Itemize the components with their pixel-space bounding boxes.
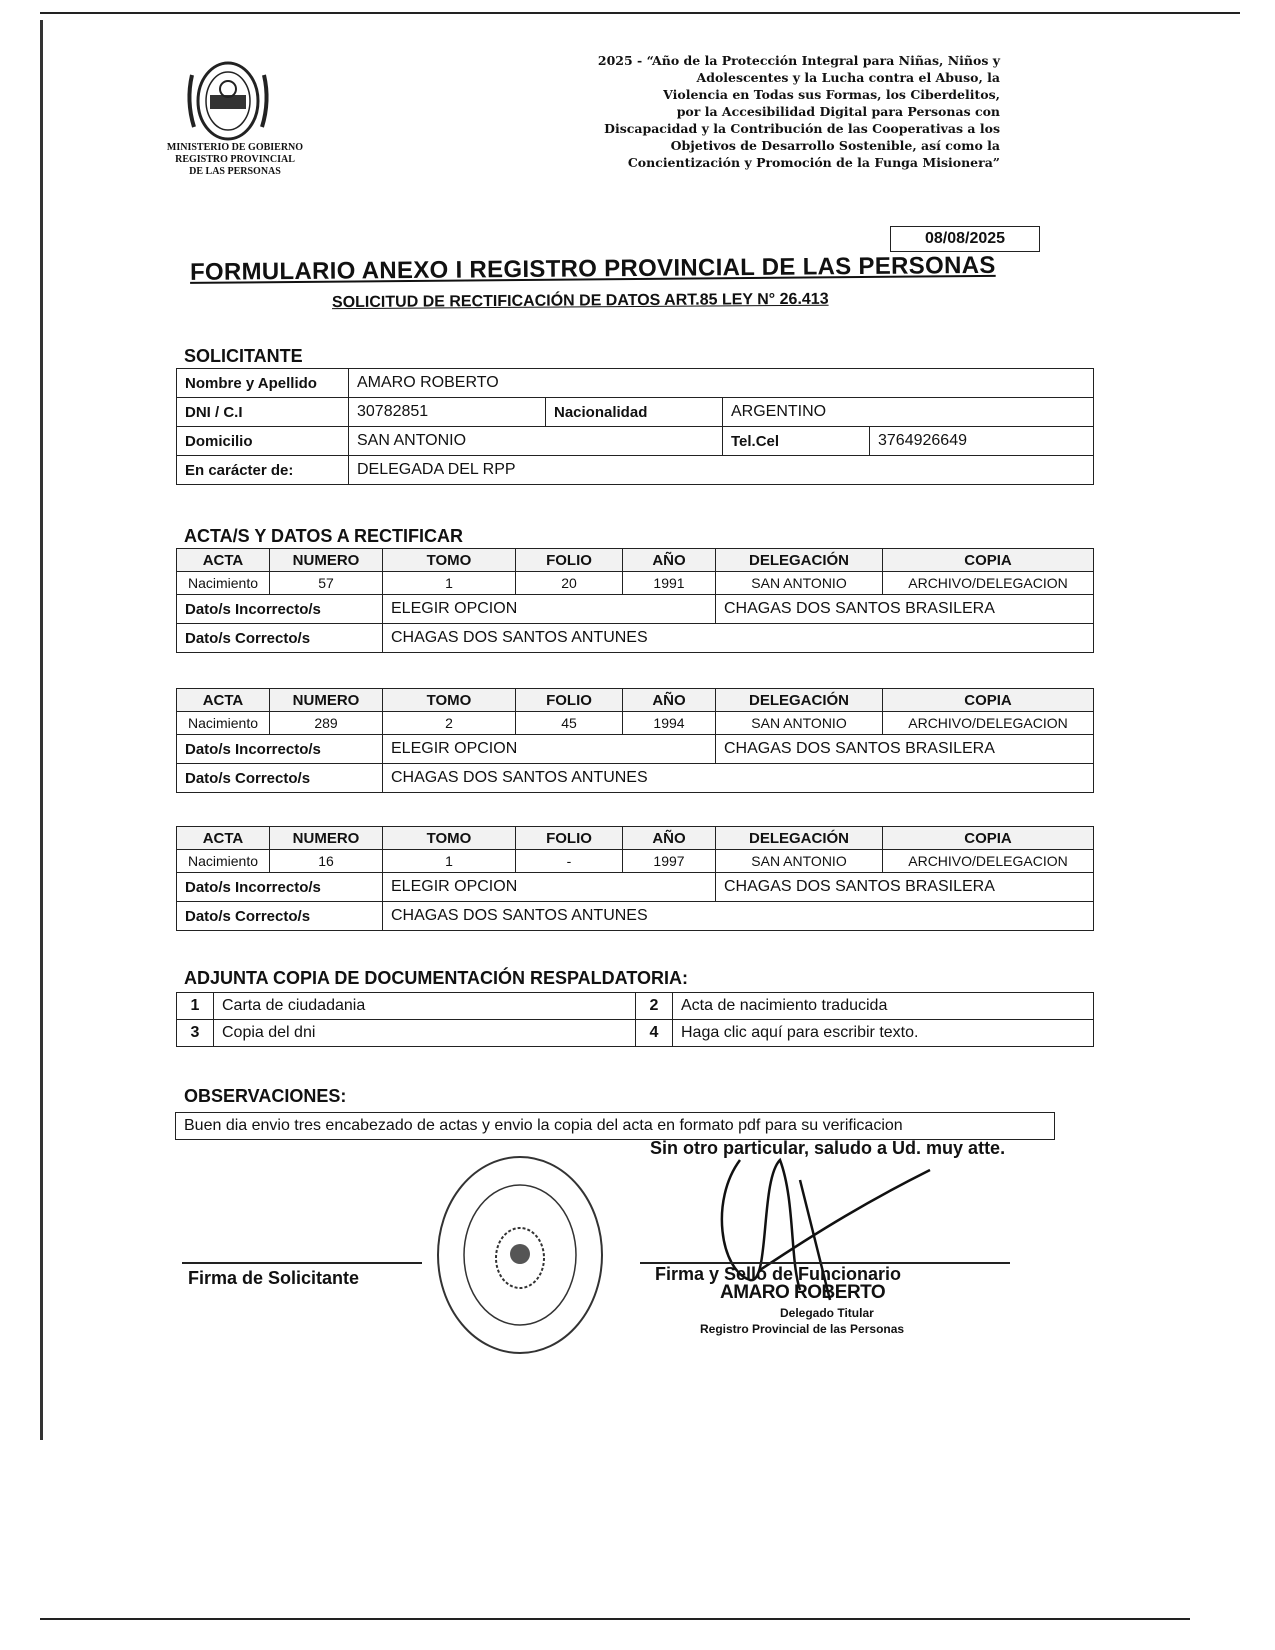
- provincial-emblem-icon: [182, 55, 274, 145]
- option-select[interactable]: ELEGIR OPCION: [383, 873, 716, 902]
- incorrect-label: Dato/s Incorrecto/s: [177, 735, 383, 764]
- nationality-field[interactable]: ARGENTINO: [723, 398, 1094, 427]
- correct-label: Dato/s Correcto/s: [177, 764, 383, 793]
- motto-line: por la Accesibilidad Digital para Personas con: [676, 104, 1000, 119]
- header-acta: ACTA: [177, 549, 270, 572]
- motto-line: Concientización y Promoción de la Funga Misionera”: [627, 155, 1000, 170]
- acta-table: [176, 688, 1094, 793]
- incorrect-field[interactable]: CHAGAS DOS SANTOS BRASILERA: [716, 595, 1094, 624]
- nationality-label: Nacionalidad: [546, 398, 723, 427]
- address-label: Domicilio: [177, 427, 349, 456]
- acta-tomo[interactable]: 2: [383, 712, 516, 735]
- acta-table: [176, 826, 1094, 931]
- doc-number: 1: [177, 993, 214, 1020]
- header-tomo: TOMO: [383, 689, 516, 712]
- acta-copia[interactable]: ARCHIVO/DELEGACION: [883, 850, 1094, 873]
- section-actas: ACTA/S Y DATOS A RECTIFICAR: [184, 526, 464, 546]
- doc-item[interactable]: Copia del dni: [214, 1020, 636, 1047]
- header-delegacion: DELEGACIÓN: [716, 689, 883, 712]
- correct-label: Dato/s Correcto/s: [177, 624, 383, 653]
- correct-field[interactable]: CHAGAS DOS SANTOS ANTUNES: [383, 902, 1094, 931]
- acta-tomo[interactable]: 1: [383, 850, 516, 873]
- doc-number: 4: [636, 1020, 673, 1047]
- header-folio: FOLIO: [516, 689, 623, 712]
- acta-folio[interactable]: 45: [516, 712, 623, 735]
- scan-edge-left: [40, 20, 43, 1440]
- phone-label: Tel.Cel: [723, 427, 870, 456]
- header-tomo: TOMO: [383, 549, 516, 572]
- stamp-registry: Registro Provincial de las Personas: [700, 1322, 905, 1336]
- ministry-line: DE LAS PERSONAS: [189, 166, 281, 177]
- section-documentacion: ADJUNTA COPIA DE DOCUMENTACIÓN RESPALDATORIA:: [184, 968, 688, 988]
- form-title: FORMULARIO ANEXO I REGISTRO PROVINCIAL DE LAS PERSONAS: [189, 251, 996, 286]
- applicant-signature-label: Firma de Solicitante: [188, 1268, 360, 1288]
- acta-type[interactable]: Nacimiento: [177, 850, 270, 873]
- documents-table: [176, 992, 1094, 1047]
- correct-label: Dato/s Correcto/s: [177, 902, 383, 931]
- acta-numero[interactable]: 289: [270, 712, 383, 735]
- closing-text: Sin otro particular, saludo a Ud. muy atte.: [650, 1138, 1006, 1158]
- motto-line: 2025 - “Año de la Protección Integral para Niñas, Niños y: [597, 53, 1000, 68]
- header-anio: AÑO: [623, 549, 716, 572]
- scan-edge-top: [40, 12, 1240, 14]
- acta-copia[interactable]: ARCHIVO/DELEGACION: [883, 572, 1094, 595]
- doc-number: 2: [636, 993, 673, 1020]
- header-delegacion: DELEGACIÓN: [716, 549, 883, 572]
- official-motto: [500, 52, 1000, 171]
- acta-folio[interactable]: 20: [516, 572, 623, 595]
- incorrect-field[interactable]: CHAGAS DOS SANTOS BRASILERA: [716, 873, 1094, 902]
- header-numero: NUMERO: [270, 827, 383, 850]
- acta-anio[interactable]: 1997: [623, 850, 716, 873]
- ministry-line: MINISTERIO DE GOBIERNO: [166, 142, 304, 153]
- role-label: En carácter de:: [177, 456, 349, 485]
- official-signature-label: Firma y Sello de Funcionario: [655, 1264, 902, 1284]
- acta-type[interactable]: Nacimiento: [177, 712, 270, 735]
- observations-field[interactable]: Buen dia envio tres encabezado de actas y envio la copia del acta en formato pdf para su verificacion: [175, 1112, 1055, 1140]
- header-folio: FOLIO: [516, 549, 623, 572]
- dni-label: DNI / C.I: [177, 398, 349, 427]
- registry-seal-icon: [430, 1150, 610, 1360]
- option-select[interactable]: ELEGIR OPCION: [383, 595, 716, 624]
- stamp-name: AMARO ROBERTO: [720, 1282, 886, 1303]
- name-label: Nombre y Apellido: [177, 369, 349, 398]
- role-field[interactable]: DELEGADA DEL RPP: [349, 456, 1094, 485]
- section-observaciones: OBSERVACIONES:: [184, 1086, 347, 1106]
- header-folio: FOLIO: [516, 827, 623, 850]
- doc-item[interactable]: Carta de ciudadania: [214, 993, 636, 1020]
- header-anio: AÑO: [623, 689, 716, 712]
- header-delegacion: DELEGACIÓN: [716, 827, 883, 850]
- motto-line: Violencia en Todas sus Formas, los Ciberdelitos,: [663, 87, 1000, 102]
- motto-line: Adolescentes y la Lucha contra el Abuso, la: [696, 70, 1000, 85]
- acta-tomo[interactable]: 1: [383, 572, 516, 595]
- header-copia: COPIA: [883, 689, 1094, 712]
- acta-numero[interactable]: 57: [270, 572, 383, 595]
- header-numero: NUMERO: [270, 689, 383, 712]
- address-field[interactable]: SAN ANTONIO: [349, 427, 723, 456]
- solicitante-table: [176, 368, 1094, 485]
- header-numero: NUMERO: [270, 549, 383, 572]
- phone-field[interactable]: 3764926649: [870, 427, 1094, 456]
- doc-number: 3: [177, 1020, 214, 1047]
- header-copia: COPIA: [883, 827, 1094, 850]
- acta-delegacion[interactable]: SAN ANTONIO: [716, 712, 883, 735]
- header-acta: ACTA: [177, 689, 270, 712]
- acta-folio[interactable]: -: [516, 850, 623, 873]
- dni-field[interactable]: 30782851: [349, 398, 546, 427]
- motto-line: Discapacidad y la Contribución de las Cooperativas a los: [604, 121, 1000, 136]
- acta-delegacion[interactable]: SAN ANTONIO: [716, 850, 883, 873]
- acta-delegacion[interactable]: SAN ANTONIO: [716, 572, 883, 595]
- ministry-line: REGISTRO PROVINCIAL: [175, 154, 295, 165]
- motto-line: Objetivos de Desarrollo Sostenible, así como la: [670, 138, 1000, 153]
- correct-field[interactable]: CHAGAS DOS SANTOS ANTUNES: [383, 624, 1094, 653]
- acta-numero[interactable]: 16: [270, 850, 383, 873]
- option-select[interactable]: ELEGIR OPCION: [383, 735, 716, 764]
- header-anio: AÑO: [623, 827, 716, 850]
- acta-anio[interactable]: 1994: [623, 712, 716, 735]
- scan-edge-bottom: [40, 1618, 1190, 1620]
- header-copia: COPIA: [883, 549, 1094, 572]
- acta-type[interactable]: Nacimiento: [177, 572, 270, 595]
- form-subtitle: SOLICITUD DE RECTIFICACIÓN DE DATOS ART.85 LEY N° 26.413: [331, 290, 829, 312]
- doc-item[interactable]: Acta de nacimiento traducida: [673, 993, 1094, 1020]
- section-solicitante: SOLICITANTE: [184, 346, 303, 366]
- name-field[interactable]: AMARO ROBERTO: [349, 369, 1094, 398]
- applicant-signature-line: [182, 1262, 422, 1264]
- header-acta: ACTA: [177, 827, 270, 850]
- incorrect-field[interactable]: CHAGAS DOS SANTOS BRASILERA: [716, 735, 1094, 764]
- ministry-header: [150, 142, 320, 178]
- header-tomo: TOMO: [383, 827, 516, 850]
- acta-table: [176, 548, 1094, 653]
- doc-item[interactable]: Haga clic aquí para escribir texto.: [673, 1020, 1094, 1047]
- stamp-title: Delegado Titular: [780, 1306, 874, 1320]
- incorrect-label: Dato/s Incorrecto/s: [177, 595, 383, 624]
- acta-anio[interactable]: 1991: [623, 572, 716, 595]
- incorrect-label: Dato/s Incorrecto/s: [177, 873, 383, 902]
- acta-copia[interactable]: ARCHIVO/DELEGACION: [883, 712, 1094, 735]
- correct-field[interactable]: CHAGAS DOS SANTOS ANTUNES: [383, 764, 1094, 793]
- form-date: 08/08/2025: [890, 226, 1040, 252]
